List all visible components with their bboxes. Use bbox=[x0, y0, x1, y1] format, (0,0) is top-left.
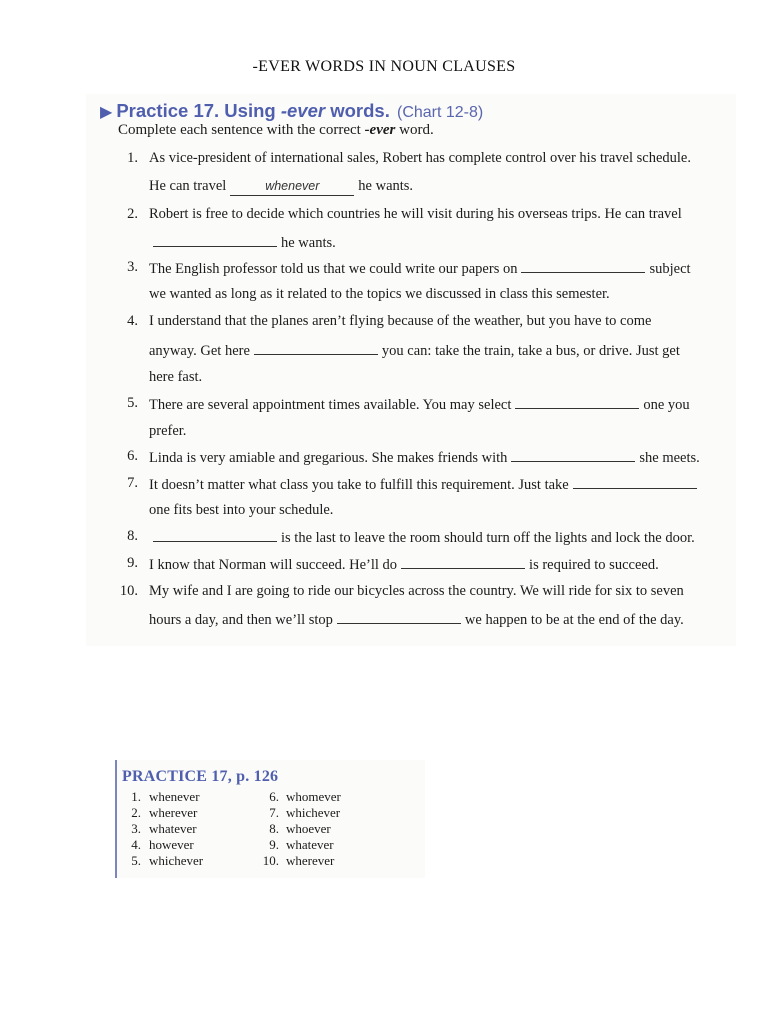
question-number: 3. bbox=[127, 259, 138, 275]
question-text-line bbox=[149, 423, 186, 440]
question-text: prefer. bbox=[149, 423, 187, 439]
answer-word: wherever bbox=[286, 853, 335, 868]
question-text: There are several appointment times available. You may select bbox=[149, 397, 512, 413]
answer-blank[interactable] bbox=[337, 610, 461, 624]
answer-word: however bbox=[149, 837, 194, 852]
answer-number: 9. bbox=[269, 837, 279, 852]
question-text: she meets. bbox=[639, 450, 700, 466]
question-text: he wants. bbox=[281, 235, 336, 251]
answer-number: 3. bbox=[131, 821, 141, 836]
question-text: Robert is free to decide which countries he will visit during his overseas trips. He can travel bbox=[149, 206, 682, 222]
answer-word: wherever bbox=[149, 805, 198, 820]
question-text: is the last to leave the room should turn off the lights and lock the door. bbox=[281, 530, 695, 546]
question-number: 7. bbox=[127, 475, 138, 491]
question-text-line bbox=[149, 259, 691, 278]
instructions bbox=[118, 122, 434, 139]
question-text-line bbox=[149, 233, 336, 252]
question-text-line bbox=[149, 341, 680, 360]
instruction-ever-word: -ever bbox=[364, 122, 396, 138]
practice-label-end: words. bbox=[325, 100, 390, 121]
answer-blank[interactable] bbox=[511, 448, 635, 462]
question-number: 6. bbox=[127, 448, 138, 464]
question-text: we wanted as long as it related to the topics we discussed in class this semester. bbox=[149, 286, 610, 302]
practice-ever-word: -ever bbox=[280, 100, 326, 121]
question-number: 10. bbox=[119, 583, 138, 599]
answer-number: 4. bbox=[131, 837, 141, 852]
question-text: As vice-president of international sales, Robert has complete control over his travel schedule. bbox=[149, 150, 691, 166]
answer-word: whichever bbox=[286, 805, 341, 820]
question-text: The English professor told us that we could write our papers on bbox=[149, 261, 518, 277]
page-title: -EVER WORDS IN NOUN CLAUSES bbox=[252, 58, 516, 75]
answer-number: 6. bbox=[269, 789, 279, 804]
question-text-line bbox=[149, 475, 701, 494]
question-text: one you bbox=[643, 397, 690, 413]
question-text-line bbox=[149, 528, 695, 547]
question-text-line bbox=[149, 555, 659, 574]
question-text: here fast. bbox=[149, 369, 203, 385]
question-number: 5. bbox=[127, 395, 138, 411]
question-text: Linda is very amiable and gregarious. She makes friends with bbox=[149, 450, 508, 466]
question-text-line bbox=[149, 583, 684, 600]
answer-blank[interactable] bbox=[521, 259, 645, 273]
answer-blank[interactable] bbox=[401, 555, 525, 569]
answer-word: whoever bbox=[286, 821, 331, 836]
question-text-line bbox=[149, 178, 413, 196]
question-text: we happen to be at the end of the day. bbox=[464, 612, 684, 628]
answer-blank[interactable] bbox=[153, 528, 277, 542]
question-text-line bbox=[149, 448, 700, 467]
question-number: 8. bbox=[127, 528, 138, 544]
question-text-line bbox=[149, 206, 682, 223]
question-number: 4. bbox=[127, 313, 138, 329]
triangle-marker-icon: ▶ bbox=[100, 104, 113, 121]
question-text: He can travel bbox=[149, 178, 227, 194]
question-text: I know that Norman will succeed. He’ll do bbox=[149, 557, 398, 573]
question-text: My wife and I are going to ride our bicycles across the country. We will ride for six to seven bbox=[149, 583, 684, 599]
answer-blank[interactable] bbox=[254, 341, 378, 355]
instruction-start: Complete each sentence with the correct bbox=[118, 122, 365, 138]
question-text: I understand that the planes aren’t flying because of the weather, but you have to come bbox=[149, 313, 652, 329]
answer-blank-filled[interactable]: whenever bbox=[230, 180, 354, 196]
answer-number: 5. bbox=[131, 853, 141, 868]
answer-word: whatever bbox=[149, 821, 197, 836]
question-text-line bbox=[149, 395, 690, 414]
question-text: subject bbox=[649, 261, 691, 277]
answer-word: whichever bbox=[149, 853, 204, 868]
question-number: 9. bbox=[127, 555, 138, 571]
answer-number: 7. bbox=[269, 805, 279, 820]
question-text-line bbox=[149, 610, 684, 629]
answer-word: whenever bbox=[149, 789, 200, 804]
answer-blank[interactable] bbox=[153, 233, 277, 247]
question-text-line bbox=[149, 369, 202, 386]
question-text: It doesn’t matter what class you take to fulfill this requirement. Just take bbox=[149, 477, 569, 493]
question-text: anyway. Get here bbox=[149, 343, 250, 359]
answer-blank[interactable] bbox=[573, 475, 697, 489]
instruction-end: word. bbox=[395, 122, 434, 138]
question-text: he wants. bbox=[358, 178, 414, 194]
question-text: hours a day, and then we’ll stop bbox=[149, 612, 333, 628]
question-text-line bbox=[149, 502, 333, 519]
question-text: you can: take the train, take a bus, or drive. Just get bbox=[381, 343, 680, 359]
question-text: is required to succeed. bbox=[529, 557, 659, 573]
chart-reference: (Chart 12-8) bbox=[396, 104, 484, 121]
answer-number: 10. bbox=[262, 853, 279, 868]
answer-key-heading: PRACTICE 17, p. 126 bbox=[122, 768, 279, 785]
question-text-line bbox=[149, 313, 651, 330]
answer-number: 2. bbox=[131, 805, 141, 820]
answer-number: 8. bbox=[269, 821, 279, 836]
question-text-line bbox=[149, 150, 691, 167]
answer-blank[interactable] bbox=[515, 395, 639, 409]
practice-heading bbox=[100, 100, 483, 122]
answer-number: 1. bbox=[131, 789, 141, 804]
question-text-line bbox=[149, 286, 610, 303]
question-text: one fits best into your schedule. bbox=[149, 502, 334, 518]
answer-word: whatever bbox=[286, 837, 334, 852]
practice-label: Practice 17. Using bbox=[116, 100, 281, 121]
question-number: 1. bbox=[127, 150, 138, 166]
question-number: 2. bbox=[127, 206, 138, 222]
answer-word: whomever bbox=[286, 789, 341, 804]
